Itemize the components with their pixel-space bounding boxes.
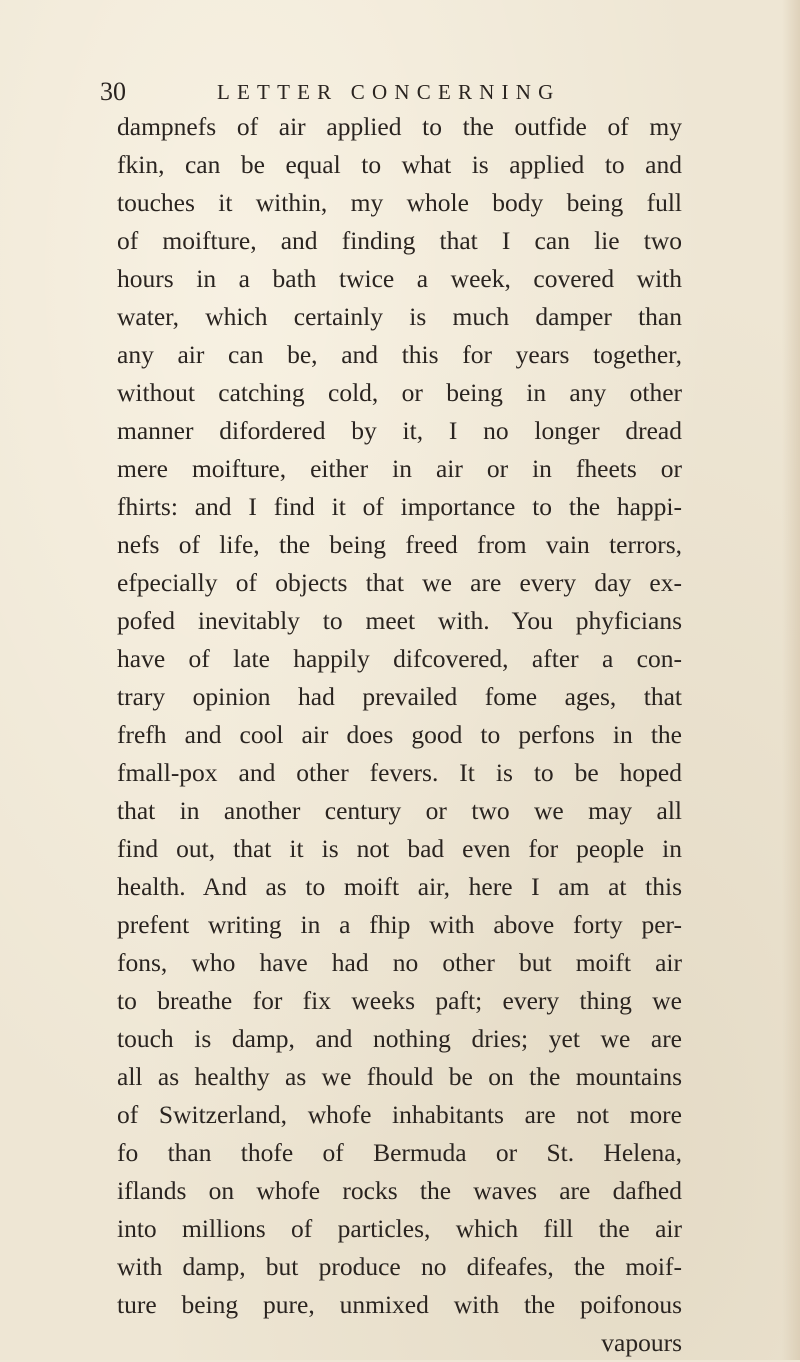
text-line: nefs of life, the being freed from vain terrors, (117, 530, 682, 559)
text-line: pofed inevitably to meet with. You phyficians (117, 606, 682, 635)
text-line: with damp, but produce no difeafes, the moif- (117, 1252, 682, 1281)
text-line: water, which certainly is much damper than (117, 302, 682, 331)
text-line: hours in a bath twice a week, covered with (117, 264, 682, 293)
text-line: efpecially of objects that we are every day ex- (117, 568, 682, 597)
text-line: all as healthy as we fhould be on the mountains (117, 1062, 682, 1091)
page-header (100, 72, 660, 112)
text-line: have of late happily difcovered, after a con- (117, 644, 682, 673)
text-line: without catching cold, or being in any other (117, 378, 682, 407)
text-line: of moifture, and finding that I can lie two (117, 226, 682, 255)
text-line: trary opinion had prevailed fome ages, that (117, 682, 682, 711)
text-line: of Switzerland, whofe inhabitants are not more (117, 1100, 682, 1129)
text-line: dampnefs of air applied to the outfide of my (117, 112, 682, 141)
catchword: vapours (601, 1328, 682, 1357)
text-line: frefh and cool air does good to perfons in the (117, 720, 682, 749)
text-line: fkin, can be equal to what is applied to and (117, 150, 682, 179)
text-line: health. And as to moift air, here I am at this (117, 872, 682, 901)
page-edge-shadow (782, 0, 800, 1360)
page-number: 30 (100, 77, 126, 106)
text-line: touch is damp, and nothing dries; yet we are (117, 1024, 682, 1053)
text-line: that in another century or two we may all (117, 796, 682, 825)
text-line: fmall-pox and other fevers. It is to be hoped (117, 758, 682, 787)
text-line: mere moifture, either in air or in fheets or (117, 454, 682, 483)
text-line: into millions of particles, which fill the air (117, 1214, 682, 1243)
text-line: fhirts: and I find it of importance to the happi- (117, 492, 682, 521)
text-line: fons, who have had no other but moift air (117, 948, 682, 977)
text-line: manner difordered by it, I no longer dread (117, 416, 682, 445)
running-head: LETTER CONCERNING (217, 80, 561, 104)
text-line: prefent writing in a fhip with above forty per- (117, 910, 682, 939)
text-line: fo than thofe of Bermuda or St. Helena, (117, 1138, 682, 1167)
text-line: to breathe for fix weeks paft; every thing we (117, 986, 682, 1015)
body-text (117, 108, 682, 1362)
text-line: any air can be, and this for years together, (117, 340, 682, 369)
text-line: find out, that it is not bad even for people in (117, 834, 682, 863)
text-line: touches it within, my whole body being full (117, 188, 682, 217)
text-line: iflands on whofe rocks the waves are dafhed (117, 1176, 682, 1205)
text-line: ture being pure, unmixed with the poifonous (117, 1290, 682, 1319)
